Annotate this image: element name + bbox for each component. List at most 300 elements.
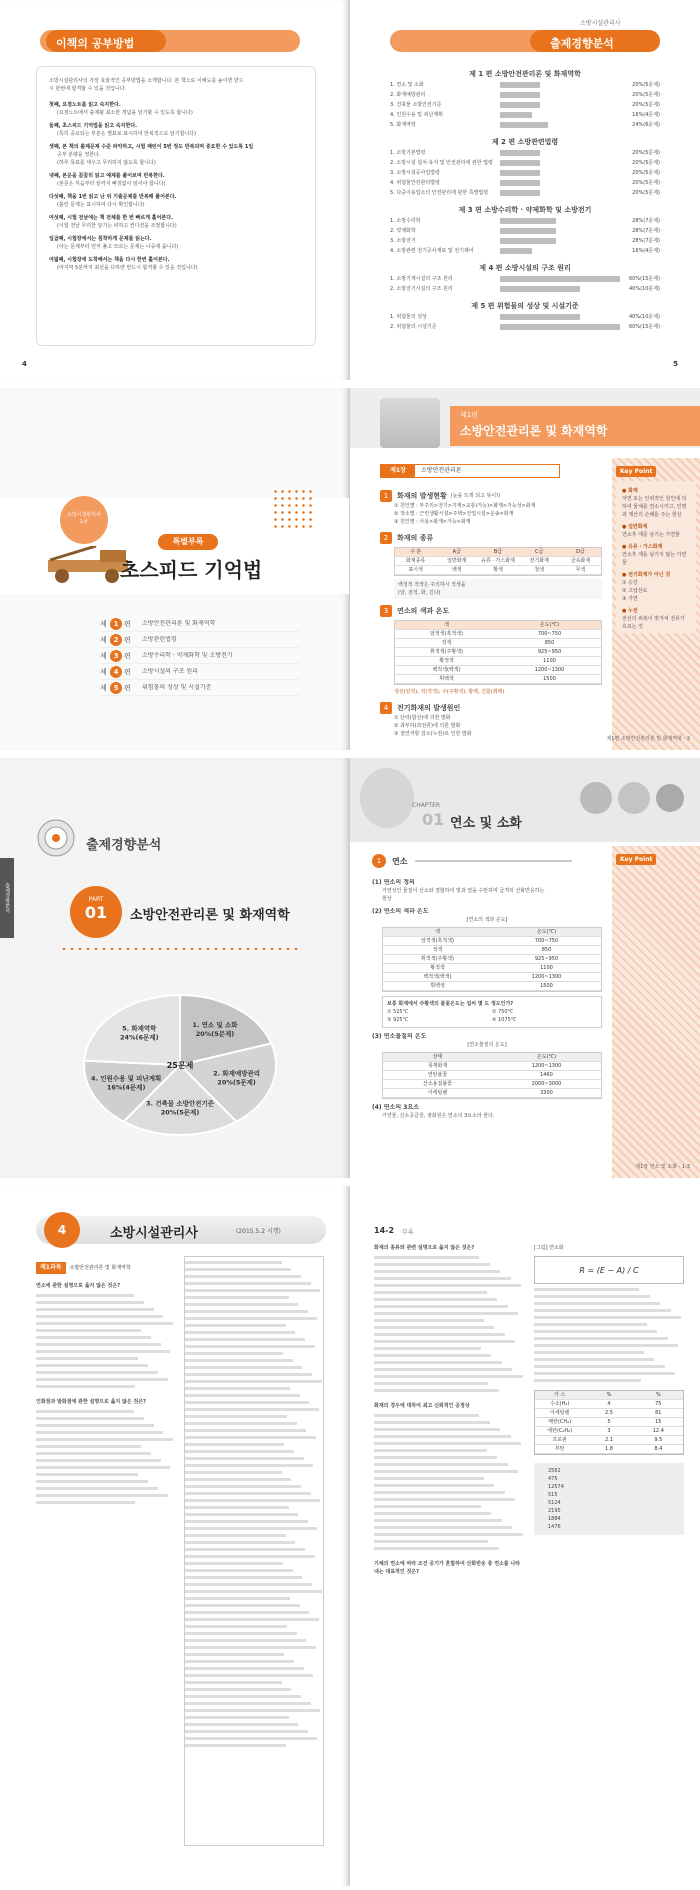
material-temp-table-cell: 목재화재 bbox=[427, 1063, 448, 1069]
item-number: 1 bbox=[380, 490, 392, 502]
text-line-placeholder bbox=[374, 1512, 491, 1515]
material-temp-table-cell: 2000~3000 bbox=[531, 1081, 562, 1087]
subsection-body: 현상 bbox=[382, 896, 392, 902]
trend-value: 20%(5문제) bbox=[632, 102, 660, 108]
trend-bar bbox=[500, 248, 532, 254]
fire-type-cell: 청색 bbox=[534, 567, 545, 573]
text-line-placeholder bbox=[534, 1337, 668, 1340]
text-line-placeholder bbox=[374, 1470, 518, 1473]
gas-row bbox=[535, 1400, 683, 1409]
quiz-option: ① 525℃ bbox=[387, 1009, 409, 1015]
text-line-placeholder bbox=[185, 1352, 283, 1355]
text-line-placeholder bbox=[185, 1457, 304, 1460]
text-line-placeholder bbox=[36, 1417, 144, 1420]
text-line-placeholder bbox=[534, 1365, 665, 1368]
fire-type-table bbox=[394, 547, 602, 576]
item-number: 4 bbox=[380, 702, 392, 714]
trend-row bbox=[390, 216, 660, 226]
trend-label: 1. 위험물의 성상 bbox=[390, 314, 427, 320]
page-exam-right bbox=[350, 1186, 700, 1886]
stamp-line: 소방시설관리사 bbox=[67, 512, 101, 518]
trend-bar bbox=[500, 238, 556, 244]
text-line-placeholder bbox=[185, 1632, 297, 1635]
text-line-placeholder bbox=[185, 1513, 298, 1516]
trend-sections bbox=[390, 62, 660, 332]
text-line-placeholder bbox=[374, 1291, 487, 1294]
text-line-placeholder bbox=[185, 1702, 311, 1705]
text-line-placeholder bbox=[185, 1660, 294, 1663]
trend-label: 3. 소방전기 bbox=[390, 238, 416, 244]
trend-value: 20%(5문제) bbox=[632, 150, 660, 156]
trend-label: 1. 소방수리학 bbox=[390, 218, 421, 224]
text-line-placeholder bbox=[185, 1506, 289, 1509]
spread-past-exam bbox=[0, 1186, 700, 1886]
trend-row bbox=[390, 80, 660, 90]
firefighter-icons bbox=[576, 768, 686, 828]
text-line-placeholder bbox=[534, 1330, 657, 1333]
trend-bar bbox=[500, 170, 540, 176]
trend-value: 16%(4문제) bbox=[632, 112, 660, 118]
text-line-placeholder bbox=[185, 1492, 311, 1495]
part-label: PART bbox=[88, 896, 104, 903]
toc-suffix: 편 bbox=[124, 635, 131, 644]
value-item: 2195 bbox=[548, 1508, 561, 1514]
sidebar-line: ● 전기화재가 아닌 것 bbox=[622, 572, 671, 578]
chapter-body bbox=[372, 874, 602, 1120]
text-line-placeholder bbox=[185, 1590, 322, 1593]
memory-items bbox=[380, 484, 602, 738]
text-line-placeholder bbox=[374, 1354, 491, 1357]
trend-row bbox=[390, 90, 660, 100]
trend-bar bbox=[500, 122, 548, 128]
fire-type-header bbox=[395, 548, 601, 557]
text-line-placeholder bbox=[36, 1364, 148, 1367]
text-line-placeholder bbox=[36, 1350, 170, 1353]
gas-row bbox=[535, 1418, 683, 1427]
toc-item bbox=[100, 648, 300, 664]
section-bar bbox=[372, 854, 572, 868]
page-footer: 제1편 소방안전관리론 및 화재역학 · 3 bbox=[606, 736, 690, 742]
text-line-placeholder bbox=[534, 1323, 647, 1326]
trend-bar bbox=[500, 286, 580, 292]
part-title: 소방안전관리론 및 화재역학 bbox=[130, 908, 290, 923]
material-temp-table bbox=[382, 1052, 602, 1099]
color-temp-table-cell: 황적색 bbox=[430, 965, 445, 971]
temp-table bbox=[394, 620, 602, 685]
trend-label: 5. 화재역학 bbox=[390, 122, 416, 128]
text-line-placeholder bbox=[36, 1445, 141, 1448]
fire-type-header-cell: C급 bbox=[535, 549, 544, 555]
left-page-title: 이책의 공부방법 bbox=[56, 37, 135, 50]
temp-cell: 1200~1300 bbox=[534, 667, 565, 673]
text-line-placeholder bbox=[185, 1534, 286, 1537]
formula-box: R = (E − A) / C bbox=[534, 1256, 684, 1284]
toc-suffix: 편 bbox=[124, 667, 131, 676]
trend-label: 1. 소방기본법령 bbox=[390, 150, 426, 156]
text-line-placeholder bbox=[36, 1385, 135, 1388]
item-heading bbox=[380, 702, 602, 714]
temp-header bbox=[395, 621, 601, 630]
page-number: 4 bbox=[22, 360, 27, 368]
trend-label: 3. 소방시설공사업법령 bbox=[390, 170, 440, 176]
text-line-placeholder bbox=[185, 1583, 312, 1586]
step-body: (시험 전날 무리한 암기는 피하고 컨디션을 조절합니다) bbox=[57, 223, 177, 229]
text-line-placeholder bbox=[185, 1373, 312, 1376]
question-1: 연소에 관한 설명으로 옳지 않은 것은? bbox=[36, 1283, 121, 1289]
section-title: 제 3 편 소방수리학 · 약제화학 및 소방전기 bbox=[458, 206, 592, 214]
sidebar-line: ● 일반화재 bbox=[622, 524, 648, 530]
text-line-placeholder bbox=[374, 1319, 484, 1322]
dot-divider bbox=[60, 946, 300, 952]
temp-row bbox=[395, 666, 601, 675]
intro-line: 시 한번에 합격할 수 있을 것입니다. bbox=[49, 86, 127, 92]
question-2-options bbox=[36, 1410, 176, 1504]
text-line-placeholder bbox=[374, 1456, 497, 1459]
sidebar-line: ② 고압선로 bbox=[622, 588, 648, 594]
text-line-placeholder bbox=[185, 1359, 293, 1362]
text-line-placeholder bbox=[36, 1343, 161, 1346]
fire-type-cell: 금속화재 bbox=[570, 558, 591, 564]
pie-slice-label: 5. 화재역학 bbox=[122, 1024, 157, 1033]
step-heading: 여섯째, 시험 전날에는 책 전체를 한 번 빠르게 훑어본다. bbox=[49, 215, 173, 221]
toc-label: 위험물의 성상 및 시설기준 bbox=[142, 683, 212, 691]
section-rule bbox=[415, 860, 572, 862]
intro-text bbox=[49, 77, 303, 93]
text-line-placeholder bbox=[185, 1450, 294, 1453]
chapter-image bbox=[360, 768, 414, 828]
text-line-placeholder bbox=[374, 1277, 511, 1280]
trend-label: 1. 연소 및 소화 bbox=[390, 82, 424, 88]
text-line-placeholder bbox=[185, 1478, 291, 1481]
text-line-placeholder bbox=[185, 1282, 311, 1285]
temp-cell: 휘적색(주황색) bbox=[430, 649, 463, 655]
step-body: (하루 목표를 세우고 무리하지 않도록 합니다) bbox=[57, 160, 156, 166]
color-temp-table-cell: 1100 bbox=[540, 965, 553, 971]
trend-pie-chart bbox=[50, 960, 310, 1170]
step-heading: 셋째, 본 책의 출제문제 수준 파악하고, 시험 패턴이 5번 정도 반복되며 중요한 수 있도록 1일 bbox=[49, 144, 254, 150]
pie-slice-value: 20%(5문제) bbox=[195, 1029, 235, 1038]
text-line-placeholder bbox=[185, 1618, 319, 1621]
text-line-placeholder bbox=[36, 1378, 168, 1381]
gas-row bbox=[535, 1436, 683, 1445]
page-exam-left bbox=[0, 1186, 350, 1886]
temp-cell: 700~750 bbox=[537, 631, 562, 637]
step-heading: 일곱째, 시험장에서는 침착하게 문제를 읽는다. bbox=[49, 236, 152, 242]
color-temp-table-row bbox=[383, 964, 601, 973]
trend-value: 28%(7문제) bbox=[632, 228, 660, 234]
hourglass-image bbox=[380, 398, 440, 448]
text-line-placeholder bbox=[185, 1268, 291, 1271]
item-number: 2 bbox=[380, 532, 392, 544]
material-temp-table-cell: 1200~1300 bbox=[531, 1063, 562, 1069]
fire-type-header-cell: 구 분 bbox=[409, 549, 422, 555]
trend-bar bbox=[500, 180, 540, 186]
pie-slice-label: 2. 화재예방관리 bbox=[213, 1069, 261, 1078]
page-footer: 제1장 연소 및 소화 · 1-3 bbox=[635, 1164, 690, 1170]
text-line-placeholder bbox=[185, 1625, 287, 1628]
figure-label: [그림] 연소화 bbox=[534, 1245, 564, 1251]
text-line-placeholder bbox=[534, 1372, 675, 1375]
color-temp-table bbox=[382, 927, 602, 992]
steps-list bbox=[49, 101, 303, 272]
text-line-placeholder bbox=[36, 1452, 151, 1455]
side-tab: 출제경향분석 bbox=[0, 858, 14, 938]
fire-type-cell: 백색 bbox=[451, 567, 462, 573]
item-heading bbox=[380, 490, 602, 502]
material-temp-table-cell: 산소용접불꽃 bbox=[423, 1081, 452, 1087]
value-item: 1476 bbox=[548, 1524, 561, 1530]
part-title: 소방안전관리론 및 화재역학 bbox=[460, 424, 608, 438]
color-temp-table-cell: 온도(℃) bbox=[536, 929, 557, 935]
appendix-title: 초스피드 기억법 bbox=[120, 558, 263, 582]
text-line-placeholder bbox=[185, 1541, 295, 1544]
text-line-placeholder bbox=[36, 1494, 168, 1497]
text-line-placeholder bbox=[185, 1394, 300, 1397]
trend-label: 3. 건축물 소방안전기준 bbox=[390, 102, 442, 108]
trend-value: 20%(5문제) bbox=[632, 190, 660, 196]
text-line-placeholder bbox=[374, 1498, 515, 1501]
question-2: 인화점과 발화점에 관한 설명으로 옳지 않은 것은? bbox=[36, 1399, 146, 1405]
text-line-placeholder bbox=[374, 1375, 523, 1378]
text-line-placeholder bbox=[185, 1597, 290, 1600]
step-body: (본문은 처음부터 끝까지 빠짐없이 읽어야 합니다) bbox=[57, 181, 166, 187]
temp-header-cell: 색 bbox=[444, 622, 449, 628]
material-temp-table-row bbox=[383, 1053, 601, 1062]
text-line-placeholder bbox=[374, 1533, 523, 1536]
gas-cell: 81 bbox=[655, 1410, 662, 1416]
subsection-title: (1) 연소의 정의 bbox=[372, 879, 415, 886]
temp-row bbox=[395, 630, 601, 639]
color-temp-table-cell: 휘백색 bbox=[430, 983, 445, 989]
pie-slice-label: 3. 건축물 소방안전기준 bbox=[145, 1099, 215, 1108]
text-line-placeholder bbox=[185, 1695, 301, 1698]
toc-number: 2 bbox=[110, 634, 122, 646]
color-temp-table-cell: 색 bbox=[435, 929, 440, 935]
text-line-placeholder bbox=[185, 1730, 308, 1733]
color-temp-table-cell: 850 bbox=[541, 947, 552, 953]
trend-value: 40%(10문제) bbox=[628, 314, 660, 320]
value-list bbox=[534, 1463, 684, 1535]
trend-bar bbox=[500, 190, 540, 196]
temp-cell: 1100 bbox=[543, 658, 556, 664]
trend-label: 2. 위험물의 시설기준 bbox=[390, 324, 437, 330]
trend-value: 28%(7문제) bbox=[632, 238, 660, 244]
text-line-placeholder bbox=[185, 1688, 291, 1691]
text-line-placeholder bbox=[36, 1294, 134, 1297]
item-heading bbox=[380, 605, 602, 617]
value-item: 515 bbox=[548, 1492, 558, 1498]
step-heading: 여덟째, 시험장에 도착해서는 책을 다시 한번 훑어본다. bbox=[49, 257, 170, 263]
page-chapter1 bbox=[350, 758, 700, 1178]
exam-title: 소방시설관리사 bbox=[110, 1226, 198, 1241]
explanation-table bbox=[184, 1256, 324, 1846]
subject-tag: 제1과목 bbox=[36, 1262, 66, 1274]
color-temp-table-cell: 1200~1300 bbox=[531, 974, 562, 980]
text-line-placeholder bbox=[185, 1681, 282, 1684]
text-line-placeholder bbox=[374, 1312, 518, 1315]
trend-value: 20%(5문제) bbox=[632, 92, 660, 98]
color-temp-table-cell: 적색 bbox=[432, 947, 443, 953]
text-line-placeholder bbox=[534, 1295, 650, 1298]
page-study-method bbox=[0, 0, 350, 380]
step-heading: 넷째, 본문을 꼼꼼히 읽고 예제를 풀어보며 반복한다. bbox=[49, 173, 165, 179]
text-line-placeholder bbox=[374, 1270, 500, 1273]
page-part1-trend bbox=[0, 758, 350, 1178]
trend-value: 20%(5문제) bbox=[632, 170, 660, 176]
toc-prefix: 제 bbox=[100, 619, 107, 628]
table-caption: [연소의 색과 온도] bbox=[466, 917, 508, 923]
memo-line: 백청적 적색은 주의하시 적색을 bbox=[398, 582, 466, 588]
color-temp-table-cell: 백적색(백색) bbox=[423, 974, 452, 980]
material-temp-table-row bbox=[383, 1089, 601, 1098]
memo-line: 생선(암적), 적(적색), 주(주황색), 황백, 진함(휘백) bbox=[394, 689, 505, 695]
trend-bar bbox=[500, 160, 540, 166]
gas-row bbox=[535, 1445, 683, 1454]
dot-pattern bbox=[272, 488, 316, 532]
gas-cell: 9.5 bbox=[654, 1437, 663, 1443]
subsection-body: 가연물, 산소공급원, 점화원은 연소의 3요소라 한다. bbox=[382, 1113, 495, 1119]
text-line-placeholder bbox=[185, 1646, 316, 1649]
text-line-placeholder bbox=[534, 1358, 654, 1361]
subsection-title: (4) 연소의 3요소 bbox=[372, 1104, 419, 1111]
text-line-placeholder bbox=[185, 1366, 302, 1369]
trend-row bbox=[390, 120, 660, 130]
sidebar-line: ● 유류 · 가스화재 bbox=[622, 544, 663, 550]
text-line-placeholder bbox=[374, 1340, 515, 1343]
page-part1-memory bbox=[350, 388, 700, 750]
text-line-placeholder bbox=[374, 1526, 512, 1529]
text-line-placeholder bbox=[374, 1505, 481, 1508]
step-heading: 첫째, 요점노트를 읽고 숙지한다. bbox=[49, 102, 121, 108]
fire-type-row bbox=[395, 557, 601, 566]
text-line-placeholder bbox=[185, 1296, 289, 1299]
text-line-placeholder bbox=[36, 1336, 151, 1339]
text-line-placeholder bbox=[374, 1347, 481, 1350]
trend-row bbox=[390, 284, 660, 294]
toc-item bbox=[100, 664, 300, 680]
text-line-placeholder bbox=[374, 1421, 490, 1424]
step-body: 공부 분량을 정한다. bbox=[57, 152, 101, 158]
gas-cell: 에탄(C₂H₆) bbox=[547, 1428, 573, 1434]
quiz-option: ② 750℃ bbox=[492, 1009, 514, 1015]
trend-label: 2. 화재예방관리 bbox=[390, 92, 426, 98]
trend-label: 2. 소방전기시설의 구조 원리 bbox=[390, 286, 453, 292]
text-line-placeholder bbox=[374, 1361, 502, 1364]
item-line: ③ 원인별 : 사용>화재>가능>화재 bbox=[394, 519, 471, 525]
key-point-label: Key Point bbox=[616, 466, 656, 477]
page-exam-trend bbox=[350, 0, 700, 380]
gas-cell: 4 bbox=[607, 1401, 611, 1407]
text-line-placeholder bbox=[374, 1519, 502, 1522]
quiz-options bbox=[387, 1008, 597, 1024]
text-line-placeholder bbox=[185, 1422, 297, 1425]
text-line-placeholder bbox=[185, 1443, 284, 1446]
gas-cell: 1.8 bbox=[605, 1446, 613, 1452]
trend-row bbox=[390, 158, 660, 168]
text-line-placeholder bbox=[374, 1477, 484, 1480]
color-temp-table-row bbox=[383, 982, 601, 991]
text-line-placeholder bbox=[185, 1499, 320, 1502]
gas-rows bbox=[535, 1400, 683, 1454]
pie-slice-label: 1. 연소 및 소화 bbox=[192, 1020, 238, 1029]
part-badge bbox=[70, 886, 122, 938]
temp-cell: 적색 bbox=[441, 640, 452, 646]
temp-cell: 925~950 bbox=[537, 649, 562, 655]
trend-row bbox=[390, 322, 660, 332]
item-title: 전기화재의 발생원인 bbox=[397, 704, 461, 712]
trend-bar bbox=[500, 228, 556, 234]
question-4-options bbox=[374, 1414, 524, 1550]
text-line-placeholder bbox=[36, 1480, 148, 1483]
text-line-placeholder bbox=[534, 1351, 644, 1354]
text-line-placeholder bbox=[185, 1387, 290, 1390]
text-line-placeholder bbox=[534, 1302, 660, 1305]
trend-value: 24%(6문제) bbox=[632, 122, 660, 128]
text-line-placeholder bbox=[36, 1431, 163, 1434]
trend-bar bbox=[500, 82, 540, 88]
trend-label: 2. 소방시설 설치·유지 및 안전관리에 관한 법령 bbox=[390, 160, 493, 166]
step-body: (아는 문제부터 먼저 풀고 모르는 문제는 나중에 풉니다) bbox=[57, 244, 179, 250]
running-head: 소방시설관리사 bbox=[580, 20, 621, 27]
material-temp-table-cell: 3300 bbox=[540, 1090, 553, 1096]
text-line-placeholder bbox=[36, 1438, 173, 1441]
toc-number: 4 bbox=[110, 666, 122, 678]
text-line-placeholder bbox=[374, 1547, 499, 1550]
trend-row bbox=[390, 188, 660, 198]
text-line-placeholder bbox=[185, 1408, 319, 1411]
fire-type-header-cell: D급 bbox=[576, 549, 585, 555]
text-line-placeholder bbox=[185, 1737, 317, 1740]
sidebar-line: ● 화재 bbox=[622, 488, 638, 494]
text-line-placeholder bbox=[185, 1527, 317, 1530]
trend-row bbox=[390, 100, 660, 110]
text-line-placeholder bbox=[185, 1639, 306, 1642]
text-line-placeholder bbox=[185, 1429, 306, 1432]
text-line-placeholder bbox=[36, 1410, 134, 1413]
toc-number: 5 bbox=[110, 682, 122, 694]
part-number: 01 bbox=[84, 903, 108, 922]
trend-label: 5. 다중이용업소의 안전관리에 관한 특별법령 bbox=[390, 190, 489, 196]
trend-bar bbox=[500, 276, 620, 282]
spread-part1 bbox=[0, 758, 700, 1178]
material-temp-table-row bbox=[383, 1080, 601, 1089]
text-line-placeholder bbox=[374, 1491, 505, 1494]
fire-type-header-cell: B급 bbox=[493, 549, 503, 555]
gas-cell: 메탄(CH₄) bbox=[548, 1419, 572, 1425]
material-temp-table-cell: 상태 bbox=[432, 1054, 443, 1060]
color-temp-table-cell: 1500 bbox=[540, 983, 553, 989]
item-title: 연소의 색과 온도 bbox=[397, 607, 450, 615]
pie-slice-value: 20%(5문제) bbox=[160, 1108, 200, 1117]
value-item: 5124 bbox=[548, 1500, 561, 1506]
gas-cell: 3 bbox=[607, 1428, 611, 1434]
item-line: ① 단락(합선)에 의한 발화 bbox=[394, 715, 451, 721]
item-heading bbox=[380, 532, 602, 544]
memo-box bbox=[394, 579, 602, 599]
text-line-placeholder bbox=[534, 1288, 639, 1291]
value-item: 2561 bbox=[548, 1468, 561, 1474]
fire-type-cell: 표시색 bbox=[408, 567, 423, 573]
step-body: (요점노트에서 출제될 최소한 개념을 암기할 수 있도록 합니다) bbox=[57, 110, 193, 116]
fire-type-cell: 유류 · 가스화재 bbox=[481, 558, 515, 564]
temp-cell: 850 bbox=[544, 640, 555, 646]
text-line-placeholder bbox=[185, 1520, 308, 1523]
table-caption: [연소물질의 온도] bbox=[467, 1042, 507, 1048]
toc-label: 소방안전관리론 및 화재역학 bbox=[142, 619, 216, 627]
temp-cell: 백적색(백색) bbox=[432, 667, 461, 673]
text-line-placeholder bbox=[185, 1709, 320, 1712]
pie-slice-value: 16%(4문제) bbox=[106, 1083, 146, 1092]
